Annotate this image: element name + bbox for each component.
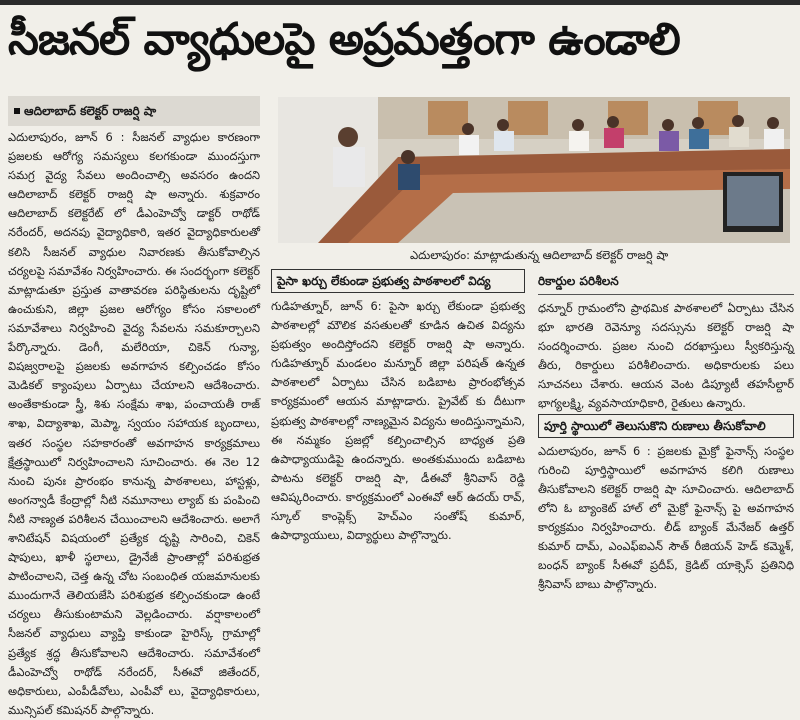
story2-heading: పైసా ఖర్చు లేకుండా ప్రభుత్వ పాఠశాలలో విద్య xyxy=(271,269,525,293)
meeting-photo xyxy=(278,97,790,243)
main-story-text: ఎదులాపురం, జూన్ 6 : సీజనల్ వ్యాధుల కారణంగా ప్రజలకు ఆరోగ్య సమస్యలు కలగకుండా ముందస్తుగా సమగ్ర వైద్య సేవలు అందించాల్సి అవసరం ఉందని ఆదిలాబాద్ కలెక్టర్ రాజర్షి షా అన్నారు. శుక్రవారం ఆదిలాబాద్ కలెక్టరేట్ లో డీఎంహెచ్వో డాక్టర్ రాథోడ్ నరేందర్, అదనపు వైద్యాధికారి, ఇతర వైద్యాధికారులతో కలిసి సీజనల్ వ్యాధుల నివారణకు తీసుకోవాల్సిన చర్యలపై సమావేశం నిర్వహించారు. ఈ సందర్భంగా కలెక్టర్ మాట్లాడుతూ ప్రస్తుత వాతావరణ పరిస్థితులను దృష్టిలో ఉంచుకుని, జిల్లా ప్రజల ఆరోగ్యం కోసం సకాలంలో సమావేశాలు నిర్వహించి వైద్య సేవలను సమకూర్చాలని పేర్కొన్నారు. డెంగీ, మలేరియా, చికెన్ గున్యా, విషజ్వరాలపై ప్రజలకు అవగాహన కల్పించడం కోసం మెడికల్ క్యాంపులు ఏర్పాటు చేయాలని ఆదేశించారు. అంతేకాకుండా స్త్రీ, శిశు సంక్షేమ శాఖ, పంచాయతీ రాజ్ శాఖ, విద్యాశాఖ, మెప్మా, స్వయం సహాయక బృందాలు, ఇతర సంస్థల సహకారంతో అవగాహన కార్యక్రమాలు క్షేత్రస్థాయిలో నిర్వహించాలని సూచించారు. ఈ నెల 12 నుంచి పునః ప్రారంభం కానున్న పాఠశాలలు, హాస్టళ్లు, అంగన్వాడీ కేంద్రాల్లో నీటి నమూనాలు ల్యాబ్ కు పంపించి నీటి నాణ్యత పరిశీలన చేయించాలని ఆదేశించారు. అలాగే శానిటేషన్ విషయంలో ప్రత్యేక దృష్టి సారించి, చికెన్ షాపులు, ఖాళీ స్థలాలు, డ్రైనేజీ ప్రాంతాల్లో పరిశుభ్రత పాటించాలని, చెత్త ఉన్న చోట సంబంధిత యజమానులకు ముందుగానే తెలియజేసి పరిశుభ్రత కల్పించకుండా ఉంటే చర్యలు తీసుకుంటామని వెల్లడించారు. వర్షాకాలంలో సీజనల్ వ్యాధులు వ్యాప్తి కాకుండా హైరిస్క్ గ్రామాల్లో ప్రత్యేక శ్రద్ధ తీసుకోవాలని ఆదేశించారు. సమావేశంలో డీఎంహెచ్వో రాథోడ్ నరేందర్, సీఈవో జితేందర్, అధికారులు, ఎంపీడీవోలు, ఎంపీవో లు, వైద్యాధికారులు, మున్సిపల్ కమిషనర్ పాల్గొన్నారు. xyxy=(8,130,260,717)
byline-bar: ఆదిలాబాద్ కలెక్టర్ రాజర్షి షా xyxy=(8,96,260,126)
third-column xyxy=(538,266,794,608)
story3-heading: రికార్డుల పరిశీలన xyxy=(538,268,794,295)
headline: సీజనల్ వ్యాధులపై అప్రమత్తంగా ఉండాలి xyxy=(8,14,680,65)
top-rule xyxy=(0,0,800,5)
second-column xyxy=(271,266,525,608)
story4-text: ఎదులాపురం, జూన్ 6 : ప్రజలకు మైక్రో ఫైనాన్స్ సంస్థల గురించి పూర్తిస్థాయిలో అవగాహన కలిగి రుణాలు తీసుకోవాలని కలెక్టర్ రాజర్షి షా సూచించారు. ఆదిలాబాద్ లోని ఓ బ్యాంకెట్ హాల్ లో మైక్రో ఫైనాన్స్ పై అవగాహన కార్యక్రమం నిర్వహించారు. లీడ్ బ్యాంక్ మేనేజర్ ఉత్తర్ కుమార్ దామ్, ఎంఎఫ్ఐఎన్ సౌత్ రీజియన్ హెడ్ కమ్మెశ్, బంధన్ బ్యాంక్ సీఈవో ప్రదీప్, క్రెడిట్ యాక్సెస్ ప్రతినిధి శ్రీనివాస్ బాబు పాల్గొన్నారు. xyxy=(538,443,794,592)
photo-caption: ఎదులాపురం: మాట్లాడుతున్న ఆదిలాబాద్ కలెక్టర్ రాజర్షి షా xyxy=(410,248,669,262)
story3-text: ధన్నూర్ గ్రామంలోని ప్రాథమిక పాఠశాలలో ఏర్పాటు చేసిన భూ భారతి రెవెన్యూ సదస్సును కలెక్టర్ రాజర్షి షా సందర్శించారు. ప్రజల నుంచి దరఖాస్తులు స్వీకరిస్తున్న తీరు, రికార్డులు పరిశీలించారు. అధికారులకు పలు సూచనలు చేశారు. ఆయన వెంట డిప్యూటీ తహసీల్దార్ భాగ్యలక్ష్మి, వ్యవసాయాధికారి, రైతులు ఉన్నారు. xyxy=(538,301,794,411)
story4-heading: పూర్తి స్థాయిలో తెలుసుకొని రుణాలు తీసుకోవాలి xyxy=(538,414,794,438)
story2-text: గుడిహత్నూర్, జూన్ 6: పైసా ఖర్చు లేకుండా ప్రభుత్వ పాఠశాలల్లో మౌలిక వసతులతో కూడిన ఉచిత విద్యను ప్రభుత్వం అందిస్తోందని కలెక్టర్ రాజర్షి షా అన్నారు. గుడిహత్నూర్ మండలం మన్నూర్ జిల్లా పరిషత్ ఉన్నత పాఠశాలలో ఏర్పాటు చేసిన బడిబాట ప్రారంభోత్సవ కార్యక్రమంలో ఆయన మాట్లాడారు. ప్రైవేట్ కు దీటుగా ప్రభుత్వ పాఠశాలల్లో నాణ్యమైన విద్యను అందిస్తున్నామని, ఈ నమ్మకం ప్రజల్లో కల్పించాల్సిన బాధ్యత ప్రతి ఉపాధ్యాయుడిపై ఉందన్నారు. అంతకుముందు బడిబాట పాటను కలెక్టర్ రాజర్షి షా, డీఈవో శ్రీనివాస్ రెడ్డి ఆవిష్కరించారు. కార్యక్రమంలో ఎంఈవో ఆర్ ఉదయ్ రావ్, స్కూల్ కాంప్లెక్స్ హెచ్ఎం సంతోష్ కుమార్, ఉపాధ్యాయులు, విద్యార్థులు పాల్గొన్నారు. xyxy=(271,299,525,543)
main-story-column xyxy=(8,128,260,717)
meeting-photo-illustration xyxy=(278,97,790,243)
